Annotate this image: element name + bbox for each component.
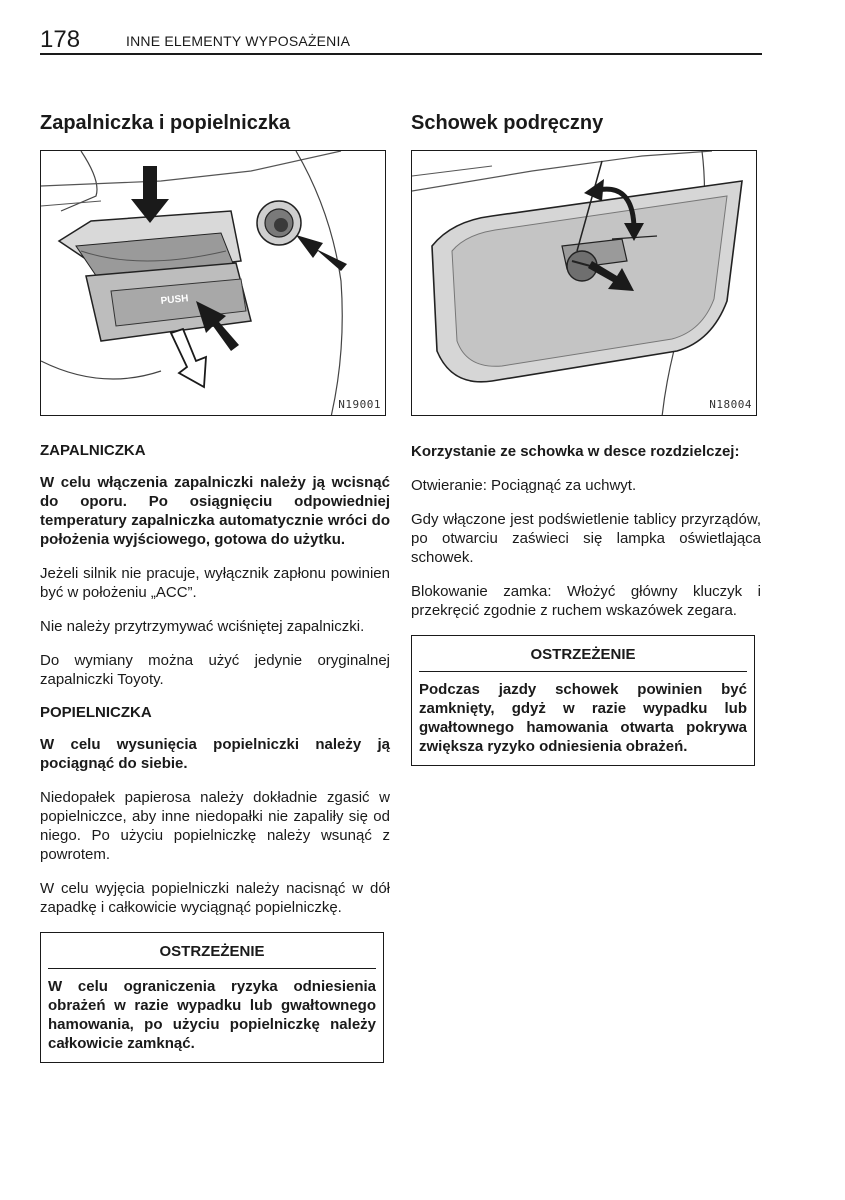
heading-ashtray: POPIELNICZKA bbox=[40, 704, 152, 721]
warning-text: W celu ograniczenia ryzyka odniesienia obrażeń w razie wypadku lub gwałtownego hamowania, po użyciu popielniczkę należy całkowicie zamknąć. bbox=[48, 978, 376, 1052]
glovebox-opening: Otwieranie: Pociągnąć za uchwyt. bbox=[411, 477, 637, 494]
push-label: PUSH bbox=[160, 293, 189, 307]
ashtray-note-2: W celu wyjęcia popielniczki należy nacisnąć w dół zapadkę i całkowicie wyciągnąć popielniczkę. bbox=[40, 880, 390, 916]
lighter-note-1: Jeżeli silnik nie pracuje, wyłącznik zapłonu powinien być w położeniu „ACC”. bbox=[40, 565, 390, 601]
glovebox-figure bbox=[411, 150, 757, 416]
section-title-lighter-ashtray: Zapalniczka i popielniczka bbox=[40, 112, 291, 134]
left-column bbox=[40, 110, 390, 1063]
glovebox-light: Gdy włączone jest podświetlenie tablicy przyrządów, po otwarciu zaświeci się lampka oświetlająca schowek. bbox=[411, 511, 761, 566]
lighter-ashtray-illustration bbox=[41, 151, 386, 416]
page-number: 178 bbox=[40, 26, 81, 53]
running-title: INNE ELEMENTY WYPOSAŻENIA bbox=[126, 33, 351, 49]
section-title-glovebox: Schowek podręczny bbox=[411, 112, 604, 134]
glovebox-lock: Blokowanie zamka: Włożyć główny kluczyk i przekręcić zgodnie z ruchem wskazówek zegara. bbox=[411, 583, 761, 619]
heading-lighter: ZAPALNICZKA bbox=[40, 442, 146, 459]
ashtray-instruction: W celu wysunięcia popielniczki należy ją pociągnąć do siebie. bbox=[40, 736, 390, 772]
warning-title: OSTRZEŻENIE bbox=[419, 642, 747, 672]
lighter-note-2: Nie należy przytrzymywać wciśniętej zapalniczki. bbox=[40, 618, 365, 635]
glovebox-heading: Korzystanie ze schowka w desce rozdzielczej: bbox=[411, 443, 740, 460]
figure-code: N18004 bbox=[709, 398, 752, 411]
glovebox-illustration bbox=[412, 151, 757, 416]
warning-box-glovebox bbox=[411, 635, 755, 766]
lighter-instruction: W celu włączenia zapalniczki należy ją wcisnąć do oporu. Po osiągnięciu odpowiedniej temperatury zapalniczka automatycznie wróci do położenia wyjściowego, gotowa do użytku. bbox=[40, 474, 390, 548]
lighter-ashtray-figure bbox=[40, 150, 386, 416]
lighter-note-3: Do wymiany można użyć jedynie oryginalnej zapalniczki Toyoty. bbox=[40, 652, 390, 688]
warning-text: Podczas jazdy schowek powinien być zamknięty, gdyż w razie wypadku lub gwałtownego hamowania otwarta pokrywa zwiększa ryzyko odniesienia obrażeń. bbox=[419, 681, 747, 755]
ashtray-note-1: Niedopałek papierosa należy dokładnie zgasić w popielniczce, aby inne niedopałki nie zapaliły się od niego. Po użyciu popielniczkę należy wsunąć z powrotem. bbox=[40, 789, 390, 863]
figure-code: N19001 bbox=[338, 398, 381, 411]
warning-title: OSTRZEŻENIE bbox=[48, 939, 376, 969]
right-column bbox=[411, 110, 761, 766]
header-rule bbox=[40, 53, 762, 55]
warning-box-ashtray bbox=[40, 932, 384, 1063]
